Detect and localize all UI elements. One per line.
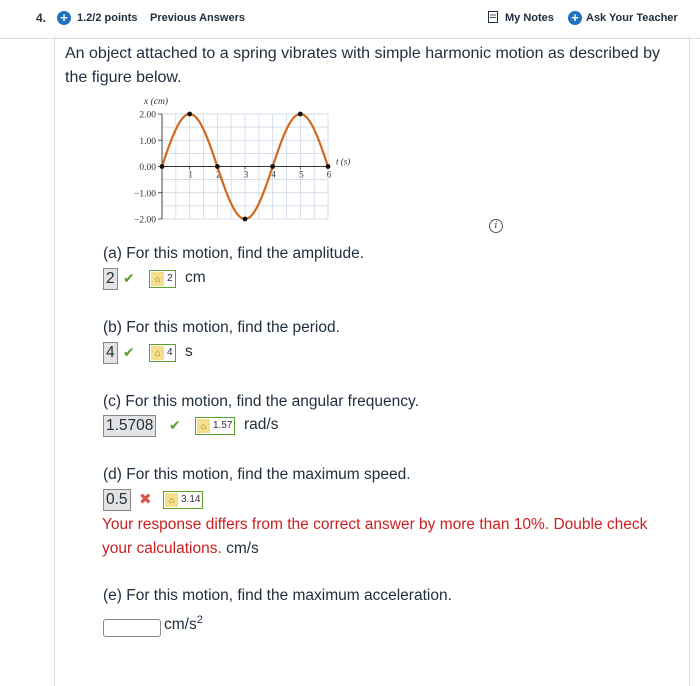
part-d-prompt: (d) For this motion, find the maximum speed.	[103, 466, 411, 483]
key-icon: ⌂	[197, 419, 210, 433]
question-number: 4.	[36, 11, 47, 25]
key-icon: ⌂	[151, 346, 164, 360]
part-b-key-value: 4	[167, 347, 173, 358]
previous-answers-link[interactable]: Previous Answers	[150, 12, 245, 24]
correct-check-icon: ✔	[123, 344, 135, 360]
part-e-unit	[164, 614, 203, 634]
question-header	[0, 0, 700, 39]
correct-check-icon: ✔	[123, 270, 135, 286]
part-b-unit: s	[185, 343, 193, 360]
x-tick-label: 4	[271, 169, 276, 180]
part-a-key[interactable]	[149, 270, 176, 288]
y-tick-label: 2.00	[139, 110, 156, 121]
part-c-prompt: (c) For this motion, find the angular frequency.	[103, 393, 419, 410]
data-point	[187, 112, 192, 117]
part-d-key[interactable]	[163, 491, 203, 509]
points-expand-icon[interactable]: +	[57, 11, 71, 25]
part-d-key-value: 3.14	[181, 494, 201, 505]
part-e-unit-exponent: 2	[196, 614, 203, 626]
y-tick-label: 0.00	[139, 163, 156, 173]
notes-icon[interactable]	[488, 11, 498, 23]
x-tick-label: 6	[326, 169, 332, 180]
x-tick-label: 2	[216, 169, 221, 180]
data-point	[160, 164, 165, 169]
part-e-input[interactable]	[103, 619, 161, 637]
part-c-key[interactable]	[195, 417, 235, 435]
my-notes-link[interactable]: My Notes	[505, 12, 554, 24]
part-d-unit: cm/s	[226, 540, 259, 557]
shm-figure	[116, 92, 351, 227]
data-point	[270, 164, 275, 169]
part-b-key[interactable]	[149, 344, 176, 362]
part-e-prompt: (e) For this motion, find the maximum acceleration.	[103, 587, 452, 604]
question-text: An object attached to a spring vibrates with simple harmonic motion as described by the figure below.	[65, 45, 660, 86]
part-a-answer: 2	[103, 268, 118, 290]
error-message: Your response differs from the correct answer by more than 10%. Double check your calculations.	[102, 516, 648, 557]
x-axis-label: t (s)	[336, 156, 351, 167]
part-a-key-value: 2	[167, 273, 173, 284]
data-point	[215, 164, 220, 169]
data-point	[326, 164, 331, 169]
part-e-unit-base: cm/s	[164, 616, 197, 634]
data-point	[298, 112, 303, 117]
correct-check-icon: ✔	[169, 417, 181, 433]
part-b-answer: 4	[103, 342, 118, 364]
data-point	[243, 217, 248, 222]
part-a-prompt: (a) For this motion, find the amplitude.	[103, 245, 365, 262]
ask-teacher-icon[interactable]: +	[568, 11, 582, 25]
part-d-answer: 0.5	[103, 489, 131, 511]
x-tick-label: 1	[188, 169, 193, 180]
y-tick-label: 1.00	[139, 136, 156, 147]
key-icon: ⌂	[151, 272, 164, 286]
part-c-key-value: 1.57	[213, 420, 233, 431]
info-icon[interactable]: i	[489, 219, 503, 233]
part-a-unit: cm	[185, 269, 206, 286]
part-c-unit: rad/s	[244, 416, 279, 433]
y-axis-label: x (cm)	[144, 97, 168, 107]
part-c-answer: 1.5708	[103, 415, 156, 437]
y-tick-label: −1.00	[134, 189, 156, 200]
incorrect-cross-icon: ✖	[139, 491, 152, 508]
x-tick-label: 5	[299, 169, 304, 180]
x-tick-label: 3	[243, 169, 249, 180]
ask-teacher-link[interactable]: Ask Your Teacher	[586, 12, 678, 24]
part-b-prompt: (b) For this motion, find the period.	[103, 319, 340, 336]
points-score: 1.2/2 points	[77, 12, 138, 24]
y-tick-label: −2.00	[134, 215, 156, 226]
part-d-feedback	[102, 513, 672, 561]
key-icon: ⌂	[165, 493, 178, 507]
